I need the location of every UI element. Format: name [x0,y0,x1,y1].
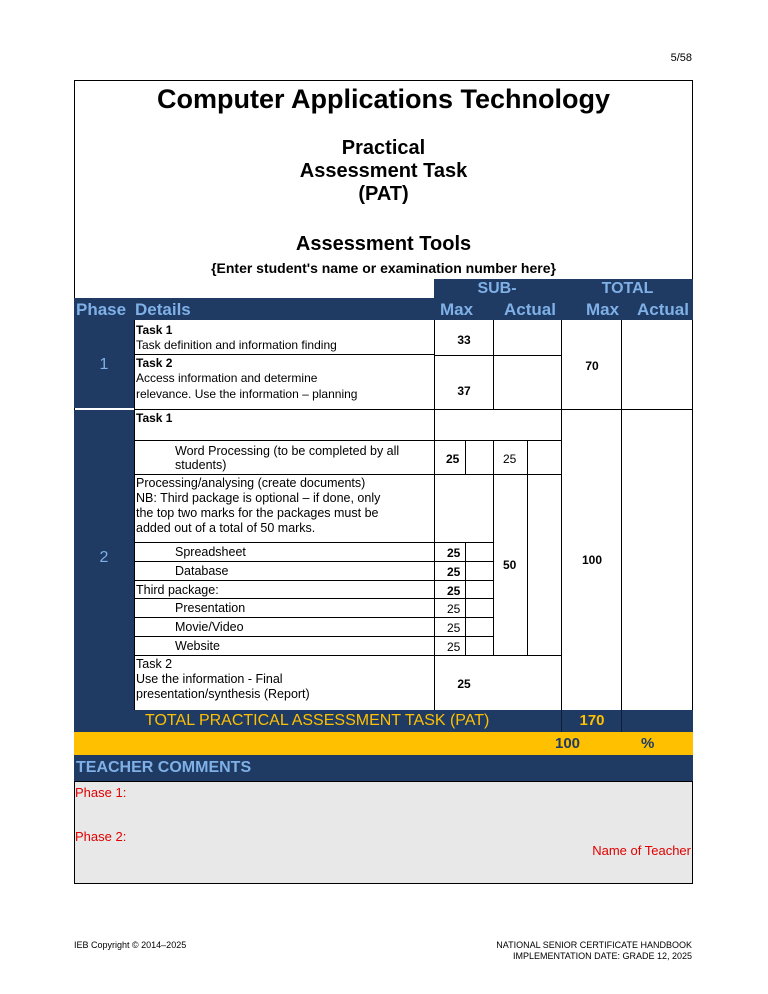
grid-line [434,355,561,356]
grid-line [134,655,561,656]
phase-1-number: 1 [99,356,109,373]
p2-proc-line3: the top two marks for the packages must be [136,506,379,520]
p2-presentation-max: 25 [447,602,461,616]
name-of-teacher[interactable]: Name of Teacher [592,843,691,858]
grid-line [134,440,561,441]
grid-line [561,320,562,710]
p1-task2-desc2: relevance. Use the information – planning [136,387,358,401]
grid-line [134,409,693,410]
p2-task1-title: Task 1 [136,411,173,425]
grid-line [527,475,528,656]
subtitle-line-1: Practical [341,137,426,159]
p2-packages-actual: 50 [503,558,517,572]
total-value: 170 [579,712,605,729]
p2-wp-line2: students) [175,458,227,472]
header-total-max: Max [586,300,620,319]
subtitle-line-2: Assessment Task [299,160,468,182]
phase-1-comment-label: Phase 1: [75,785,127,800]
grid-line [465,543,466,656]
student-name-placeholder[interactable]: {Enter student's name or examination number here} [211,260,556,276]
percent-sign: % [641,735,655,752]
p2-wp-actual: 25 [503,452,517,466]
header-sub: SUB- [477,280,517,297]
comments-area[interactable] [74,781,693,884]
p2-task2-max: 25 [457,677,471,691]
grid-line [134,636,493,637]
p2-wp-line1: Word Processing (to be completed by all [175,444,400,458]
header-details: Details [135,300,191,319]
p1-task2-title: Task 2 [136,356,173,370]
footer-copyright: IEB Copyright © 2014–2025 [74,940,187,950]
phase-2-comment-label: Phase 2: [75,829,127,844]
p2-proc-line4: added out of a total of 50 marks. [136,521,316,535]
phase-2-number: 2 [99,549,109,566]
percent-value: 100 [555,735,581,752]
grid-line [621,320,622,710]
grid-line [134,320,135,710]
grid-line [493,475,494,656]
p2-total-max: 100 [581,553,603,567]
total-label: TOTAL PRACTICAL ASSESSMENT TASK (PAT) [145,712,490,729]
header-sub-actual: Actual [504,300,556,319]
p2-task2-line2: presentation/synthesis (Report) [136,687,310,701]
footer-right-line2: IMPLEMENTATION DATE: GRADE 12, 2025 [512,951,692,961]
p1-task2-desc1: Access information and determine [136,371,318,385]
p2-presentation: Presentation [175,601,246,615]
total-divider [561,710,562,732]
header-total-actual: Actual [637,300,689,319]
header-phase: Phase [76,300,127,319]
p2-third-package: Third package: [136,583,219,597]
p2-movie: Movie/Video [175,620,244,634]
grid-line [434,320,435,710]
grid-line [527,441,528,474]
subtitle [74,137,693,206]
page-number: 5/58 [670,52,692,64]
grid-line [134,598,493,599]
p1-task1-desc: Task definition and information finding [136,338,337,352]
grid-line [134,474,561,475]
p1-task1-max: 33 [457,333,471,347]
grid-line [465,441,466,474]
p2-spreadsheet-max: 25 [447,546,461,560]
p2-task2-title: Task 2 [136,657,173,671]
grid-line [134,580,493,581]
p2-task2-line1: Use the information - Final [136,672,283,686]
p2-spreadsheet: Spreadsheet [175,545,246,559]
p2-database-max: 25 [447,565,461,579]
teacher-comments-heading: TEACHER COMMENTS [76,759,252,776]
grid-line [493,441,494,474]
document-title: Computer Applications Technology [156,84,610,114]
percent-row [74,732,693,755]
p1-task2-max: 37 [457,384,471,398]
p2-website: Website [175,639,220,653]
p2-third-package-max: 25 [447,584,461,598]
p2-movie-max: 25 [447,621,461,635]
total-divider [621,710,622,732]
grid-line [134,561,493,562]
p2-proc-line1: Processing/analysing (create documents) [136,476,366,490]
p1-task1-title: Task 1 [136,323,173,337]
p2-website-max: 25 [447,640,461,654]
grid-line [134,542,493,543]
grid-line [493,320,494,410]
footer-right-line1: NATIONAL SENIOR CERTIFICATE HANDBOOK [496,940,692,950]
p1-total-max: 70 [585,359,599,373]
header-total: TOTAL [601,280,654,297]
assessment-tools-heading: Assessment Tools [295,233,472,255]
subtitle-line-3: (PAT) [358,183,409,205]
p2-proc-line2: NB: Third package is optional – if done, only [136,491,381,505]
p2-wp-max: 25 [446,452,460,466]
grid-line [134,617,493,618]
p2-database: Database [175,564,229,578]
grid-line [134,354,434,355]
header-sub-max: Max [440,300,474,319]
